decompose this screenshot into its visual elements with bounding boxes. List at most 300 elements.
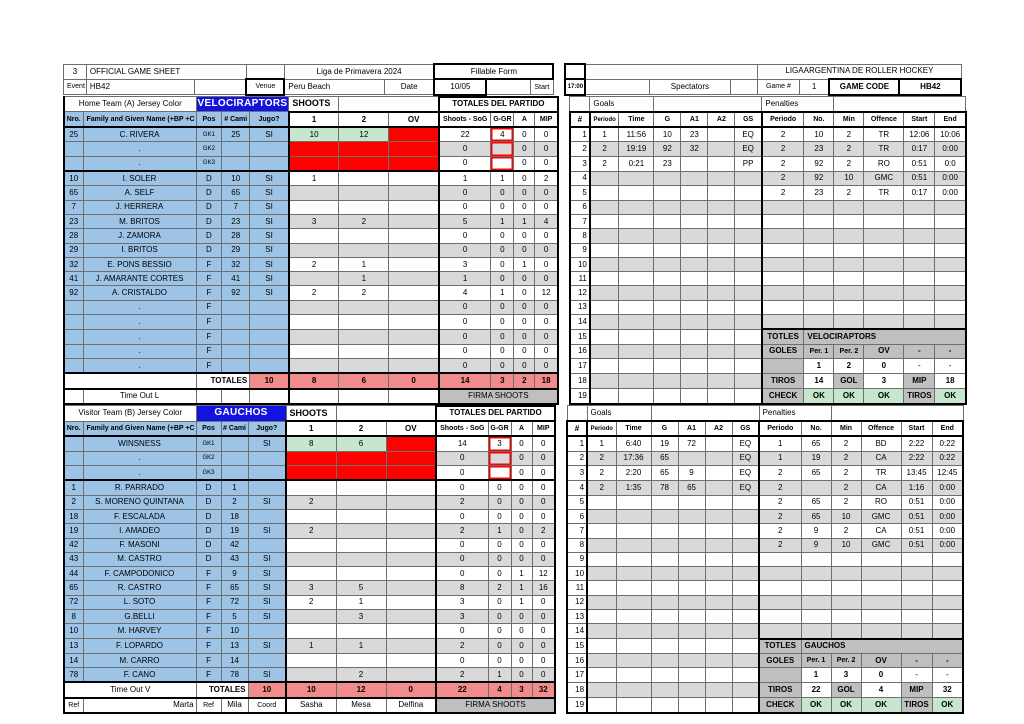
- player-nro[interactable]: 25: [64, 127, 83, 142]
- player-jersey-number[interactable]: 25: [222, 127, 250, 142]
- goal-assist2[interactable]: [705, 524, 732, 538]
- player-jersey-number[interactable]: 78: [221, 668, 248, 683]
- shoots-period1[interactable]: [286, 466, 336, 481]
- goal-strength[interactable]: [735, 186, 762, 200]
- shoots-period1[interactable]: [289, 272, 339, 286]
- shoots-overtime[interactable]: [389, 186, 439, 200]
- player-played[interactable]: SI: [248, 581, 286, 595]
- shoots-overtime[interactable]: [386, 552, 436, 566]
- pen-end[interactable]: 0:00: [932, 538, 963, 552]
- pen-offence[interactable]: [861, 581, 901, 595]
- player-jersey-number[interactable]: 42: [221, 538, 248, 552]
- pen-period[interactable]: 2: [759, 466, 801, 481]
- pen-start[interactable]: [901, 595, 932, 609]
- goal-scorer[interactable]: [651, 639, 678, 654]
- player-name[interactable]: .: [83, 466, 196, 481]
- stat-shoots-sog[interactable]: 0: [436, 480, 488, 495]
- goal-assist2[interactable]: [708, 200, 735, 214]
- game-number-value[interactable]: 1: [799, 79, 829, 94]
- pen-offence[interactable]: [864, 200, 904, 214]
- goal-scorer[interactable]: 65: [651, 451, 678, 465]
- pen-minutes[interactable]: [831, 567, 861, 581]
- player-jersey-number[interactable]: [221, 466, 248, 481]
- player-jersey-number[interactable]: 43: [221, 552, 248, 566]
- pen-offence[interactable]: [864, 214, 904, 228]
- pen-player-no[interactable]: 23: [804, 142, 834, 156]
- pen-minutes[interactable]: 2: [834, 186, 864, 200]
- pen-player-no[interactable]: [801, 567, 831, 581]
- player-pos[interactable]: F: [196, 300, 222, 314]
- goal-time[interactable]: 19:19: [619, 142, 654, 156]
- player-name[interactable]: I. SOLER: [83, 171, 196, 186]
- pen-end[interactable]: 0:22: [932, 451, 963, 465]
- pen-period[interactable]: [762, 286, 804, 300]
- goal-assist2[interactable]: [705, 653, 732, 667]
- shoots-period2[interactable]: [339, 156, 389, 171]
- stat-g-gr[interactable]: [491, 142, 514, 156]
- player-played[interactable]: SI: [250, 214, 289, 228]
- shoots-period1[interactable]: [286, 480, 336, 495]
- shoots-overtime[interactable]: [389, 200, 439, 214]
- stat-mip[interactable]: 0: [532, 495, 555, 509]
- player-pos[interactable]: F: [196, 653, 221, 667]
- goal-scorer[interactable]: [654, 329, 681, 344]
- shoots-period1[interactable]: [286, 624, 336, 639]
- goal-time[interactable]: [619, 286, 654, 300]
- pen-end[interactable]: [932, 624, 963, 639]
- goal-assist1[interactable]: [681, 156, 708, 171]
- player-nro[interactable]: [64, 156, 83, 171]
- shoots-overtime[interactable]: [386, 653, 436, 667]
- shoots-overtime[interactable]: [386, 595, 436, 609]
- pen-player-no[interactable]: 65: [801, 495, 831, 509]
- pen-end[interactable]: [935, 257, 966, 271]
- pen-offence[interactable]: TR: [864, 142, 904, 156]
- stat-shoots-sog[interactable]: 0: [439, 186, 491, 200]
- goal-time[interactable]: [616, 495, 651, 509]
- goal-scorer[interactable]: [654, 358, 681, 373]
- goal-scorer[interactable]: [654, 243, 681, 257]
- goal-period[interactable]: [587, 509, 616, 523]
- pen-start[interactable]: 0:51: [901, 524, 932, 538]
- goal-time[interactable]: [616, 509, 651, 523]
- player-jersey-number[interactable]: [222, 300, 250, 314]
- goal-scorer[interactable]: 92: [654, 142, 681, 156]
- player-jersey-number[interactable]: 9: [221, 567, 248, 581]
- goal-assist1[interactable]: [681, 373, 708, 388]
- shoots-overtime[interactable]: [386, 581, 436, 595]
- stat-g-gr[interactable]: 0: [488, 639, 511, 654]
- goal-period[interactable]: [587, 524, 616, 538]
- stat-assists[interactable]: 1: [511, 567, 532, 581]
- stat-g-gr[interactable]: 0: [488, 538, 511, 552]
- pen-period[interactable]: [762, 315, 804, 330]
- player-pos[interactable]: D: [196, 524, 221, 538]
- shoots-period1[interactable]: [286, 552, 336, 566]
- pen-player-no[interactable]: [801, 480, 831, 495]
- goal-time[interactable]: [616, 624, 651, 639]
- shoots-period2[interactable]: 3: [336, 609, 386, 623]
- goal-assist1[interactable]: [678, 595, 705, 609]
- stat-g-gr[interactable]: 4: [491, 127, 514, 142]
- goal-assist2[interactable]: [705, 682, 732, 697]
- player-pos[interactable]: D: [196, 509, 221, 523]
- shoots-overtime[interactable]: [389, 272, 439, 286]
- shoots-overtime[interactable]: [389, 257, 439, 271]
- goal-assist2[interactable]: [705, 436, 732, 451]
- shoots-period2[interactable]: 2: [336, 668, 386, 683]
- pen-end[interactable]: 10:06: [935, 127, 966, 142]
- stat-assists[interactable]: 0: [511, 466, 532, 481]
- goal-strength[interactable]: [732, 495, 759, 509]
- player-jersey-number[interactable]: 41: [222, 272, 250, 286]
- player-played[interactable]: [250, 344, 289, 358]
- player-name[interactable]: I. BRITOS: [83, 243, 196, 257]
- goal-assist2[interactable]: [705, 538, 732, 552]
- goal-assist2[interactable]: [708, 257, 735, 271]
- pen-end[interactable]: 0:00: [932, 509, 963, 523]
- goal-time[interactable]: [616, 609, 651, 623]
- stat-assists[interactable]: 0: [514, 186, 535, 200]
- stat-assists[interactable]: 0: [514, 344, 535, 358]
- pen-minutes[interactable]: [834, 200, 864, 214]
- player-jersey-number[interactable]: 72: [221, 595, 248, 609]
- player-pos[interactable]: D: [196, 538, 221, 552]
- pen-minutes[interactable]: [834, 257, 864, 271]
- pen-start[interactable]: 0:51: [904, 156, 935, 171]
- goal-assist1[interactable]: [681, 344, 708, 358]
- pen-start[interactable]: 13:45: [901, 466, 932, 481]
- goal-strength[interactable]: [735, 214, 762, 228]
- shoots-period2[interactable]: 1: [336, 639, 386, 654]
- goal-time[interactable]: [616, 567, 651, 581]
- goal-time[interactable]: 11:56: [619, 127, 654, 142]
- player-jersey-number[interactable]: [222, 358, 250, 373]
- pen-player-no[interactable]: 65: [801, 466, 831, 481]
- shoots-overtime[interactable]: [389, 315, 439, 330]
- stat-assists[interactable]: 0: [514, 127, 535, 142]
- pen-period[interactable]: 2: [762, 171, 804, 186]
- goal-assist2[interactable]: [708, 300, 735, 314]
- goal-period[interactable]: [590, 257, 619, 271]
- goal-assist2[interactable]: [708, 272, 735, 286]
- player-nro[interactable]: 23: [64, 214, 83, 228]
- stat-shoots-sog[interactable]: 0: [439, 229, 491, 243]
- player-played[interactable]: [248, 466, 286, 481]
- goal-assist2[interactable]: [708, 358, 735, 373]
- goal-strength[interactable]: [735, 272, 762, 286]
- pen-offence[interactable]: [861, 595, 901, 609]
- player-jersey-number[interactable]: [222, 156, 250, 171]
- pen-offence[interactable]: [864, 243, 904, 257]
- stat-mip[interactable]: 0: [532, 595, 555, 609]
- player-nro[interactable]: 10: [64, 171, 83, 186]
- goal-assist1[interactable]: [678, 624, 705, 639]
- shoots-overtime[interactable]: [386, 436, 436, 451]
- timeout-label[interactable]: Time Out V: [64, 682, 196, 697]
- player-played[interactable]: SI: [248, 639, 286, 654]
- player-name[interactable]: M. CASTRO: [83, 552, 196, 566]
- shoots-overtime[interactable]: [386, 567, 436, 581]
- stat-mip[interactable]: 0: [532, 436, 555, 451]
- pen-end[interactable]: [935, 229, 966, 243]
- shoots-period1[interactable]: [286, 609, 336, 623]
- shoots-period1[interactable]: 10: [289, 127, 339, 142]
- pen-period[interactable]: 1: [759, 436, 801, 451]
- stat-shoots-sog[interactable]: 1: [439, 272, 491, 286]
- goal-assist2[interactable]: [705, 552, 732, 566]
- player-name[interactable]: F. LOPARDO: [83, 639, 196, 654]
- goal-assist1[interactable]: [681, 358, 708, 373]
- player-played[interactable]: SI: [250, 200, 289, 214]
- shoots-period2[interactable]: 2: [339, 214, 389, 228]
- player-name[interactable]: WINSNESS: [83, 436, 196, 451]
- player-jersey-number[interactable]: 5: [221, 609, 248, 623]
- shoots-period2[interactable]: [339, 229, 389, 243]
- player-played[interactable]: [250, 142, 289, 156]
- mesa-name[interactable]: Mesa: [336, 698, 386, 713]
- shoots-period2[interactable]: 5: [336, 581, 386, 595]
- goal-assist2[interactable]: [708, 142, 735, 156]
- goal-time[interactable]: [616, 653, 651, 667]
- pen-minutes[interactable]: [831, 595, 861, 609]
- player-pos[interactable]: F: [196, 272, 222, 286]
- player-played[interactable]: SI: [248, 495, 286, 509]
- shoots-overtime[interactable]: [389, 214, 439, 228]
- stat-shoots-sog[interactable]: 14: [436, 436, 488, 451]
- goal-strength[interactable]: [735, 358, 762, 373]
- goal-time[interactable]: [619, 300, 654, 314]
- goal-time[interactable]: 1:35: [616, 480, 651, 495]
- pen-end[interactable]: [935, 214, 966, 228]
- goal-scorer[interactable]: [654, 229, 681, 243]
- pen-minutes[interactable]: [834, 315, 864, 330]
- goal-strength[interactable]: [735, 373, 762, 388]
- goal-strength[interactable]: [735, 315, 762, 330]
- player-nro[interactable]: 72: [64, 595, 83, 609]
- shoots-overtime[interactable]: [389, 344, 439, 358]
- pen-player-no[interactable]: [804, 200, 834, 214]
- event-value[interactable]: HB42: [86, 79, 194, 94]
- player-played[interactable]: [250, 358, 289, 373]
- pen-period[interactable]: 2: [759, 509, 801, 523]
- pen-end[interactable]: 0:00: [932, 524, 963, 538]
- goal-period[interactable]: [587, 595, 616, 609]
- stat-mip[interactable]: 0: [535, 142, 558, 156]
- stat-mip[interactable]: 0: [535, 186, 558, 200]
- stat-mip[interactable]: 0: [535, 156, 558, 171]
- pen-minutes[interactable]: [834, 243, 864, 257]
- pen-player-no[interactable]: [801, 624, 831, 639]
- stat-mip[interactable]: 0: [532, 538, 555, 552]
- player-nro[interactable]: 78: [64, 668, 83, 683]
- player-name[interactable]: J. AMARANTE CORTES: [83, 272, 196, 286]
- stat-mip[interactable]: 0: [532, 653, 555, 667]
- goal-strength[interactable]: [732, 581, 759, 595]
- player-pos[interactable]: D: [196, 200, 222, 214]
- player-pos[interactable]: F: [196, 668, 221, 683]
- goal-assist2[interactable]: [708, 186, 735, 200]
- pen-start[interactable]: 0:51: [901, 495, 932, 509]
- stat-shoots-sog[interactable]: 0: [439, 142, 491, 156]
- player-jersey-number[interactable]: 28: [222, 229, 250, 243]
- pen-end[interactable]: 0:00: [932, 495, 963, 509]
- goal-assist2[interactable]: [708, 229, 735, 243]
- shoots-period2[interactable]: [336, 653, 386, 667]
- player-pos[interactable]: F: [196, 567, 221, 581]
- goal-period[interactable]: [590, 272, 619, 286]
- stat-mip[interactable]: 0: [535, 229, 558, 243]
- stat-assists[interactable]: 0: [511, 538, 532, 552]
- pen-start[interactable]: [901, 581, 932, 595]
- pen-start[interactable]: [901, 624, 932, 639]
- shoots-period1[interactable]: [289, 156, 339, 171]
- player-played[interactable]: SI: [250, 272, 289, 286]
- pen-player-no[interactable]: [801, 609, 831, 623]
- goal-period[interactable]: [590, 171, 619, 186]
- pen-start[interactable]: [904, 229, 935, 243]
- pen-player-no[interactable]: 9: [801, 538, 831, 552]
- pen-start[interactable]: [904, 214, 935, 228]
- goal-time[interactable]: [619, 186, 654, 200]
- shoots-overtime[interactable]: [389, 286, 439, 300]
- pen-start[interactable]: [904, 200, 935, 214]
- shoots-period2[interactable]: [339, 186, 389, 200]
- player-name[interactable]: F. CAMPODONICO: [83, 567, 196, 581]
- pen-player-no[interactable]: 10: [804, 127, 834, 142]
- player-played[interactable]: SI: [248, 567, 286, 581]
- shoots-period2[interactable]: [339, 329, 389, 344]
- stat-g-gr[interactable]: 0: [491, 257, 514, 271]
- player-pos[interactable]: D: [196, 229, 222, 243]
- shoots-period2[interactable]: [336, 552, 386, 566]
- player-pos[interactable]: F: [196, 595, 221, 609]
- stat-mip[interactable]: 2: [532, 524, 555, 538]
- pen-period[interactable]: [762, 272, 804, 286]
- stat-mip[interactable]: 0: [532, 609, 555, 623]
- pen-offence[interactable]: CA: [861, 524, 901, 538]
- stat-assists[interactable]: 0: [511, 524, 532, 538]
- shoots-period2[interactable]: [339, 344, 389, 358]
- goal-time[interactable]: [619, 389, 654, 404]
- stat-shoots-sog[interactable]: 0: [439, 156, 491, 171]
- stat-assists[interactable]: 0: [511, 451, 532, 465]
- player-jersey-number[interactable]: 92: [222, 286, 250, 300]
- shoots-overtime[interactable]: [386, 639, 436, 654]
- player-nro[interactable]: 65: [64, 581, 83, 595]
- pen-period[interactable]: [759, 609, 801, 623]
- goal-scorer[interactable]: [651, 609, 678, 623]
- stat-shoots-sog[interactable]: 0: [436, 451, 488, 465]
- shoots-period1[interactable]: [286, 509, 336, 523]
- player-name[interactable]: .: [83, 451, 196, 465]
- shoots-period2[interactable]: [336, 509, 386, 523]
- goal-period[interactable]: [590, 329, 619, 344]
- player-pos[interactable]: GK1: [196, 127, 222, 142]
- stat-assists[interactable]: 1: [511, 581, 532, 595]
- goal-strength[interactable]: [735, 286, 762, 300]
- pen-start[interactable]: 2:22: [901, 436, 932, 451]
- shoots-overtime[interactable]: [386, 668, 436, 683]
- player-name[interactable]: F. MASONI: [83, 538, 196, 552]
- pen-start[interactable]: [901, 567, 932, 581]
- pen-start[interactable]: [901, 609, 932, 623]
- pen-offence[interactable]: [861, 624, 901, 639]
- goal-assist2[interactable]: [705, 595, 732, 609]
- pen-minutes[interactable]: 10: [834, 171, 864, 186]
- pen-minutes[interactable]: [834, 272, 864, 286]
- player-played[interactable]: SI: [248, 552, 286, 566]
- player-jersey-number[interactable]: 2: [221, 495, 248, 509]
- shoots-overtime[interactable]: [386, 480, 436, 495]
- stat-shoots-sog[interactable]: 2: [436, 639, 488, 654]
- goal-scorer[interactable]: [654, 300, 681, 314]
- player-pos[interactable]: F: [196, 286, 222, 300]
- goal-strength[interactable]: [732, 509, 759, 523]
- goal-period[interactable]: [590, 373, 619, 388]
- stat-shoots-sog[interactable]: 3: [436, 609, 488, 623]
- player-nro[interactable]: 42: [64, 538, 83, 552]
- stat-g-gr[interactable]: 0: [491, 200, 514, 214]
- pen-period[interactable]: 2: [759, 495, 801, 509]
- stat-g-gr[interactable]: 2: [488, 581, 511, 595]
- goal-assist1[interactable]: [681, 214, 708, 228]
- pen-period[interactable]: [759, 624, 801, 639]
- pen-end[interactable]: [935, 272, 966, 286]
- pen-period[interactable]: 2: [762, 156, 804, 171]
- goal-period[interactable]: [590, 286, 619, 300]
- stat-g-gr[interactable]: 0: [491, 300, 514, 314]
- pen-player-no[interactable]: [804, 315, 834, 330]
- stat-mip[interactable]: 16: [532, 581, 555, 595]
- goal-strength[interactable]: [732, 698, 759, 713]
- player-jersey-number[interactable]: 23: [222, 214, 250, 228]
- player-pos[interactable]: F: [196, 624, 221, 639]
- stat-assists[interactable]: 0: [514, 243, 535, 257]
- stat-shoots-sog[interactable]: 8: [436, 581, 488, 595]
- goal-period[interactable]: 2: [587, 451, 616, 465]
- stat-mip[interactable]: 0: [535, 257, 558, 271]
- shoots-overtime[interactable]: [389, 171, 439, 186]
- goal-scorer[interactable]: [651, 509, 678, 523]
- shoots-period2[interactable]: 12: [339, 127, 389, 142]
- goal-assist2[interactable]: [708, 329, 735, 344]
- stat-g-gr[interactable]: [488, 466, 511, 481]
- pen-period[interactable]: [762, 200, 804, 214]
- player-nro[interactable]: [64, 142, 83, 156]
- player-jersey-number[interactable]: 7: [222, 200, 250, 214]
- goal-time[interactable]: [619, 214, 654, 228]
- player-name[interactable]: .: [83, 142, 196, 156]
- goal-period[interactable]: 2: [587, 480, 616, 495]
- shoots-period1[interactable]: 2: [286, 595, 336, 609]
- referee-name[interactable]: Mila: [221, 698, 248, 713]
- stat-assists[interactable]: 1: [511, 595, 532, 609]
- pen-start[interactable]: 0:51: [901, 538, 932, 552]
- player-nro[interactable]: [64, 344, 83, 358]
- shoots-period2[interactable]: [336, 524, 386, 538]
- goal-assist2[interactable]: [705, 624, 732, 639]
- stat-assists[interactable]: 0: [514, 171, 535, 186]
- stat-g-gr[interactable]: 0: [491, 272, 514, 286]
- player-jersey-number[interactable]: [222, 344, 250, 358]
- pen-player-no[interactable]: [804, 286, 834, 300]
- goal-scorer[interactable]: [654, 344, 681, 358]
- player-nro[interactable]: 29: [64, 243, 83, 257]
- goal-assist1[interactable]: [678, 451, 705, 465]
- goal-scorer[interactable]: [651, 524, 678, 538]
- goal-strength[interactable]: EQ: [732, 466, 759, 481]
